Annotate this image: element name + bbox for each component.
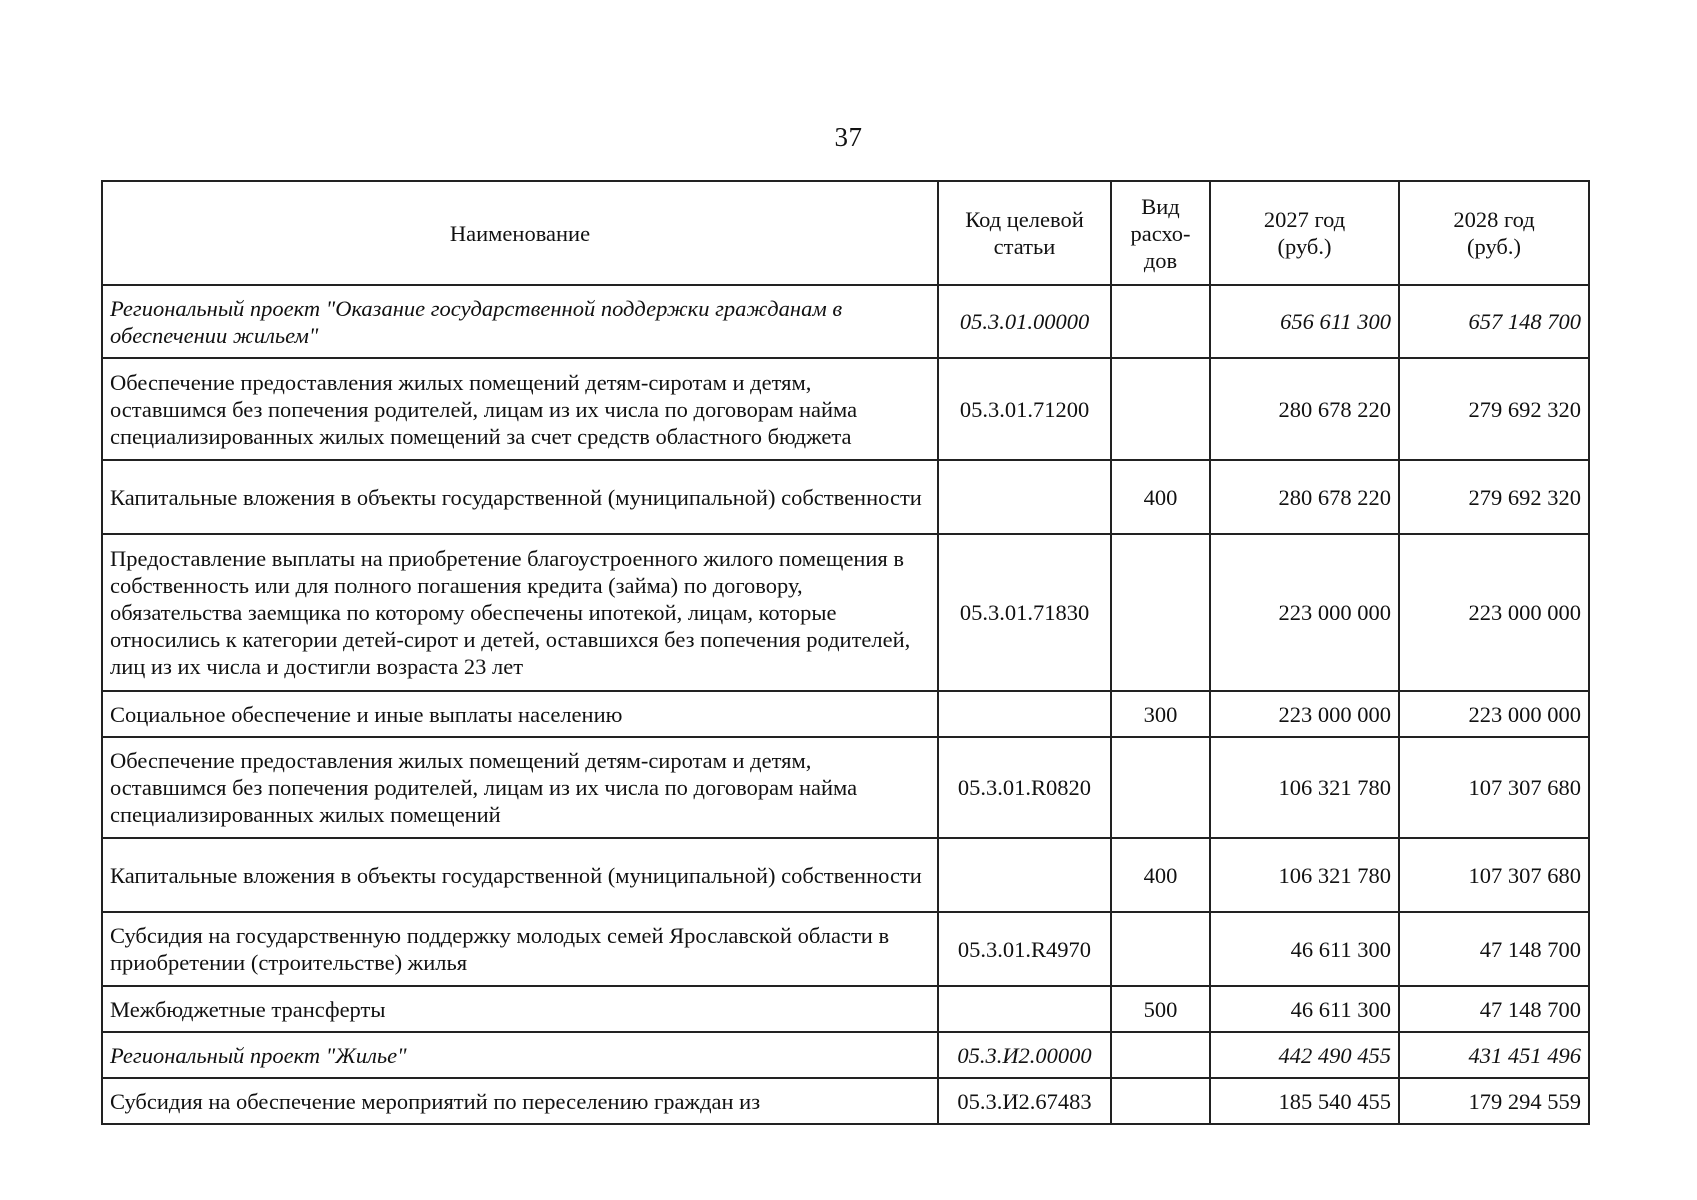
table-row xyxy=(102,358,1589,460)
header-2028-line2: (руб.) xyxy=(1467,234,1521,259)
row-2027: 280 678 220 xyxy=(1210,460,1399,534)
row-2028: 179 294 559 xyxy=(1399,1078,1589,1124)
header-row xyxy=(102,181,1589,285)
row-kind xyxy=(1111,534,1210,691)
row-kind xyxy=(1111,737,1210,838)
header-code xyxy=(938,181,1111,285)
header-code-line1: Код целевой xyxy=(965,207,1084,232)
row-code: 05.3.01.71830 xyxy=(938,534,1111,691)
row-name: Капитальные вложения в объекты государственной (муниципальной) собственности xyxy=(102,460,938,534)
table-row xyxy=(102,534,1589,691)
row-2027: 185 540 455 xyxy=(1210,1078,1399,1124)
header-name xyxy=(102,181,938,285)
header-kind xyxy=(1111,181,1210,285)
row-name: Социальное обеспечение и иные выплаты населению xyxy=(102,691,938,737)
row-name: Региональный проект "Оказание государственной поддержки гражданам в обеспечении жильем" xyxy=(102,285,938,358)
row-2027: 46 611 300 xyxy=(1210,912,1399,986)
header-name-label: Наименование xyxy=(449,220,591,246)
row-2027: 106 321 780 xyxy=(1210,838,1399,912)
header-2027-line2: (руб.) xyxy=(1277,234,1332,259)
row-2028: 223 000 000 xyxy=(1399,534,1589,691)
row-code xyxy=(938,986,1111,1032)
row-kind xyxy=(1111,1032,1210,1078)
page-number: 37 xyxy=(834,122,863,152)
header-kind-line3: дов xyxy=(1143,247,1178,273)
row-2027: 442 490 455 xyxy=(1210,1032,1399,1078)
row-2027: 223 000 000 xyxy=(1210,691,1399,737)
row-2027: 656 611 300 xyxy=(1210,285,1399,358)
table-row xyxy=(102,912,1589,986)
row-2028: 223 000 000 xyxy=(1399,691,1589,737)
header-2027 xyxy=(1210,181,1399,285)
row-name: Обеспечение предоставления жилых помещений детям-сиротам и детям, оставшимся без попечения родителей, лицам из их числа по договорам найма специализированных жилых помещений xyxy=(102,737,938,838)
row-name: Межбюджетные трансферты xyxy=(102,986,938,1032)
row-2028: 47 148 700 xyxy=(1399,912,1589,986)
header-code-line2: статьи xyxy=(993,234,1056,259)
table-body xyxy=(102,285,1589,1124)
row-name: Субсидия на обеспечение мероприятий по переселению граждан из xyxy=(102,1078,938,1124)
row-kind: 400 xyxy=(1111,460,1210,534)
table-row xyxy=(102,285,1589,358)
row-kind: 300 xyxy=(1111,691,1210,737)
row-name: Обеспечение предоставления жилых помещений детям-сиротам и детям, оставшимся без попечения родителей, лицам из их числа по договорам найма специализированных жилых помещений за счет средств областного бюджета xyxy=(102,358,938,460)
header-2028 xyxy=(1399,181,1589,285)
row-code: 05.3.01.R4970 xyxy=(938,912,1111,986)
table-row xyxy=(102,838,1589,912)
table-header xyxy=(102,181,1589,285)
row-kind xyxy=(1111,912,1210,986)
row-kind: 400 xyxy=(1111,838,1210,912)
row-kind xyxy=(1111,285,1210,358)
header-2028-line1: 2028 год xyxy=(1453,207,1535,232)
row-code: 05.3.01.R0820 xyxy=(938,737,1111,838)
row-kind: 500 xyxy=(1111,986,1210,1032)
row-2028: 107 307 680 xyxy=(1399,737,1589,838)
budget-table xyxy=(101,180,1590,1125)
table-row xyxy=(102,691,1589,737)
row-name: Региональный проект "Жилье" xyxy=(102,1032,938,1078)
table-row xyxy=(102,460,1589,534)
row-2028: 107 307 680 xyxy=(1399,838,1589,912)
row-kind xyxy=(1111,358,1210,460)
row-kind xyxy=(1111,1078,1210,1124)
row-2028: 657 148 700 xyxy=(1399,285,1589,358)
row-2027: 46 611 300 xyxy=(1210,986,1399,1032)
row-2027: 280 678 220 xyxy=(1210,358,1399,460)
row-code: 05.3.01.00000 xyxy=(938,285,1111,358)
row-code xyxy=(938,691,1111,737)
row-2028: 279 692 320 xyxy=(1399,460,1589,534)
row-2027: 223 000 000 xyxy=(1210,534,1399,691)
table-row xyxy=(102,737,1589,838)
header-kind-line1: Вид xyxy=(1141,193,1180,219)
row-2028: 279 692 320 xyxy=(1399,358,1589,460)
row-2028: 431 451 496 xyxy=(1399,1032,1589,1078)
row-code: 05.3.И2.00000 xyxy=(938,1032,1111,1078)
row-2027: 106 321 780 xyxy=(1210,737,1399,838)
row-code xyxy=(938,838,1111,912)
row-2028: 47 148 700 xyxy=(1399,986,1589,1032)
table-row xyxy=(102,1032,1589,1078)
row-code: 05.3.И2.67483 xyxy=(938,1078,1111,1124)
row-code: 05.3.01.71200 xyxy=(938,358,1111,460)
header-kind-line2: расхо- xyxy=(1130,220,1191,246)
row-name: Предоставление выплаты на приобретение благоустроенного жилого помещения в собственность или для полного погашения кредита (займа) по договору, обязательства заемщика по которому обеспечены ипотекой, лицам, которые относились к категории детей-сирот и детей, оставшихся без попечения родителей, лиц из их числа и достигли возраста 23 лет xyxy=(102,534,938,691)
row-name: Капитальные вложения в объекты государственной (муниципальной) собственности xyxy=(102,838,938,912)
row-name: Субсидия на государственную поддержку молодых семей Ярославской области в приобретении (строительстве) жилья xyxy=(102,912,938,986)
table-row xyxy=(102,1078,1589,1124)
table-row xyxy=(102,986,1589,1032)
row-code xyxy=(938,460,1111,534)
header-2027-line1: 2027 год xyxy=(1263,207,1346,232)
